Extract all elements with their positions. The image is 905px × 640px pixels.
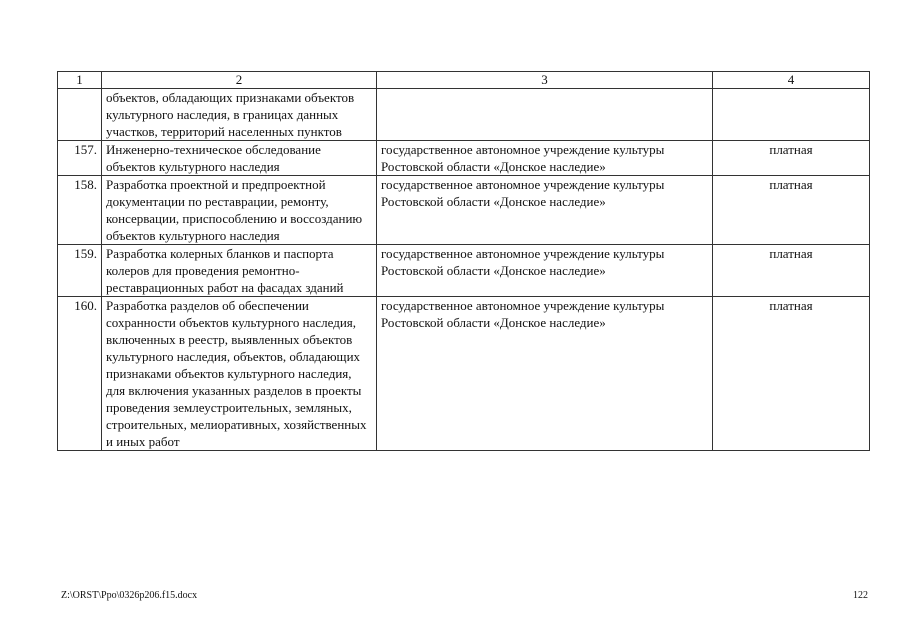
service-name: Разработка проектной и предпроектной документации по реставрации, ремонту, консервации, приспособлению и воссозданию объектов культурного наследия <box>102 176 377 245</box>
row-number <box>58 89 102 141</box>
payment-type: платная <box>713 141 870 176</box>
row-number: 158. <box>58 176 102 245</box>
footer-file-path: Z:\ORST\Ppo\0326p206.f15.docx <box>61 590 198 601</box>
service-name: Инженерно-техническое обследование объектов культурного наследия <box>102 141 377 176</box>
payment-type: платная <box>713 245 870 297</box>
payment-type: платная <box>713 176 870 245</box>
row-number: 160. <box>58 297 102 451</box>
footer-page-number: 122 <box>853 590 868 601</box>
table-row-continuation <box>58 89 870 141</box>
service-name: Разработка колерных бланков и паспорта колеров для проведения ремонтно-реставрационных работ на фасадах зданий <box>102 245 377 297</box>
service-name: Разработка разделов об обеспечении сохранности объектов культурного наследия, включенных в реестр, выявленных объектов культурного наследия, объектов, обладающих признаками объектов культурного наследия, для включения указанных разделов в проекты проведения землеустроительных, земляных, строительных, мелиоративных, хозяйственных и иных работ <box>102 297 377 451</box>
header-row <box>58 72 870 89</box>
services-table <box>57 71 870 451</box>
payment-type: платная <box>713 297 870 451</box>
row-number: 159. <box>58 245 102 297</box>
column-header: 4 <box>713 72 870 89</box>
institution-name: государственное автономное учреждение культуры Ростовской области «Донское наследие» <box>377 141 713 176</box>
institution-name <box>377 89 713 141</box>
row-number: 157. <box>58 141 102 176</box>
column-header: 2 <box>102 72 377 89</box>
service-name: объектов, обладающих признаками объектов культурного наследия, в границах данных участков, территорий населенных пунктов <box>102 89 377 141</box>
column-header: 1 <box>58 72 102 89</box>
table-row <box>58 245 870 297</box>
payment-type <box>713 89 870 141</box>
table-row <box>58 176 870 245</box>
institution-name: государственное автономное учреждение культуры Ростовской области «Донское наследие» <box>377 245 713 297</box>
institution-name: государственное автономное учреждение культуры Ростовской области «Донское наследие» <box>377 176 713 245</box>
institution-name: государственное автономное учреждение культуры Ростовской области «Донское наследие» <box>377 297 713 451</box>
table-row <box>58 141 870 176</box>
column-header: 3 <box>377 72 713 89</box>
table-row <box>58 297 870 451</box>
